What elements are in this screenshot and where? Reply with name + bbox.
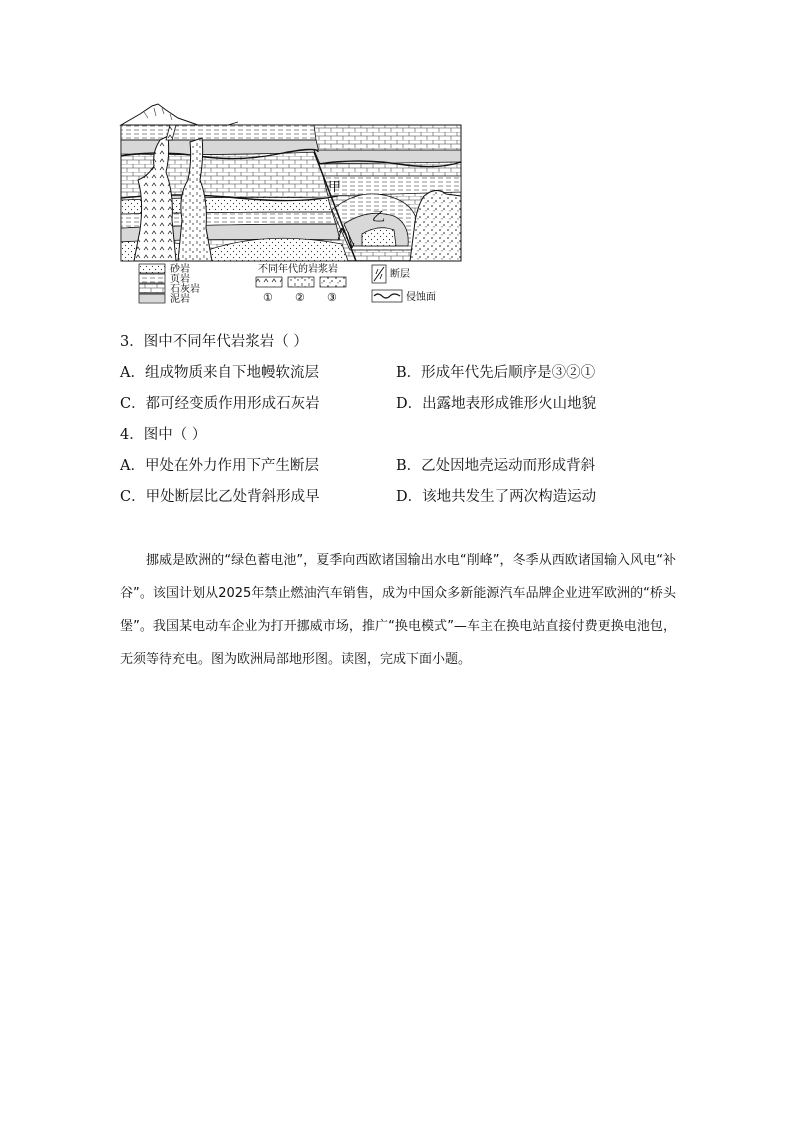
legend-limestone: 石灰岩 (170, 284, 200, 295)
legend-swatch-magma-1 (256, 277, 282, 287)
question-3-stem: 3．图中不同年代岩浆岩（ ） (120, 334, 308, 350)
question-4-option-c: C．甲处断层比乙处背斜形成早 (120, 489, 320, 505)
question-3-option-c: C．都可经变质作用形成石灰岩 (120, 396, 320, 412)
legend-swatch-magma-3 (320, 277, 346, 287)
geologic-diagram (118, 100, 464, 312)
legend-swatch-shale (139, 274, 165, 283)
question-4-stem: 4．图中（ ） (120, 427, 207, 443)
question-4-option-d: D．该地共发生了两次构造运动 (396, 489, 597, 505)
legend-magma-num-2: ② (295, 291, 305, 304)
label-yi: 乙 (372, 210, 386, 225)
legend (139, 262, 436, 305)
legend-mudstone: 泥岩 (170, 294, 190, 305)
question-4-option-b: B．乙处因地壳运动而形成背斜 (396, 458, 596, 474)
geologic-cross-section-figure (118, 100, 464, 312)
reading-passage: 挪威是欧洲的“绿色蓄电池”，夏季向西欧诸国输出水电“削峰”，冬季从西欧诸国输入风电“补谷”。该国计划从2025年禁止燃油汽车销售，成为中国众多新能源汽车品牌企业进军欧洲的“桥头堡”。我国某电动车企业为打开挪威市场，推广“换电模式”—车主在换电站直接付费更换电池包，无须等待充电。图为欧洲局部地形图。读图，完成下面小题。 (120, 553, 676, 667)
label-jia: 甲 (328, 180, 342, 195)
volcano-cone (121, 104, 238, 125)
legend-magma-title: 不同年代的岩浆岩 (258, 264, 338, 275)
question-3-option-b: B．形成年代先后顺序是③②① (396, 365, 596, 381)
legend-swatch-mudstone (139, 294, 165, 303)
legend-magma-num-3: ③ (327, 291, 337, 304)
legend-erosion-icon (372, 290, 402, 302)
legend-magma-num-1: ① (263, 291, 273, 304)
legend-shale: 页岩 (170, 274, 190, 285)
legend-swatch-sandstone (139, 264, 165, 273)
question-3-option-a: A．组成物质来自下地幔软流层 (120, 365, 319, 381)
legend-fault: 断层 (390, 269, 410, 280)
legend-erosion: 侵蚀面 (406, 292, 436, 303)
legend-swatch-magma-2 (288, 277, 314, 287)
question-3-option-d: D．出露地表形成锥形火山地貌 (396, 396, 597, 412)
question-4-option-a: A．甲处在外力作用下产生断层 (120, 458, 319, 474)
legend-swatch-limestone (139, 284, 165, 293)
legend-sandstone: 砂岩 (170, 264, 190, 275)
